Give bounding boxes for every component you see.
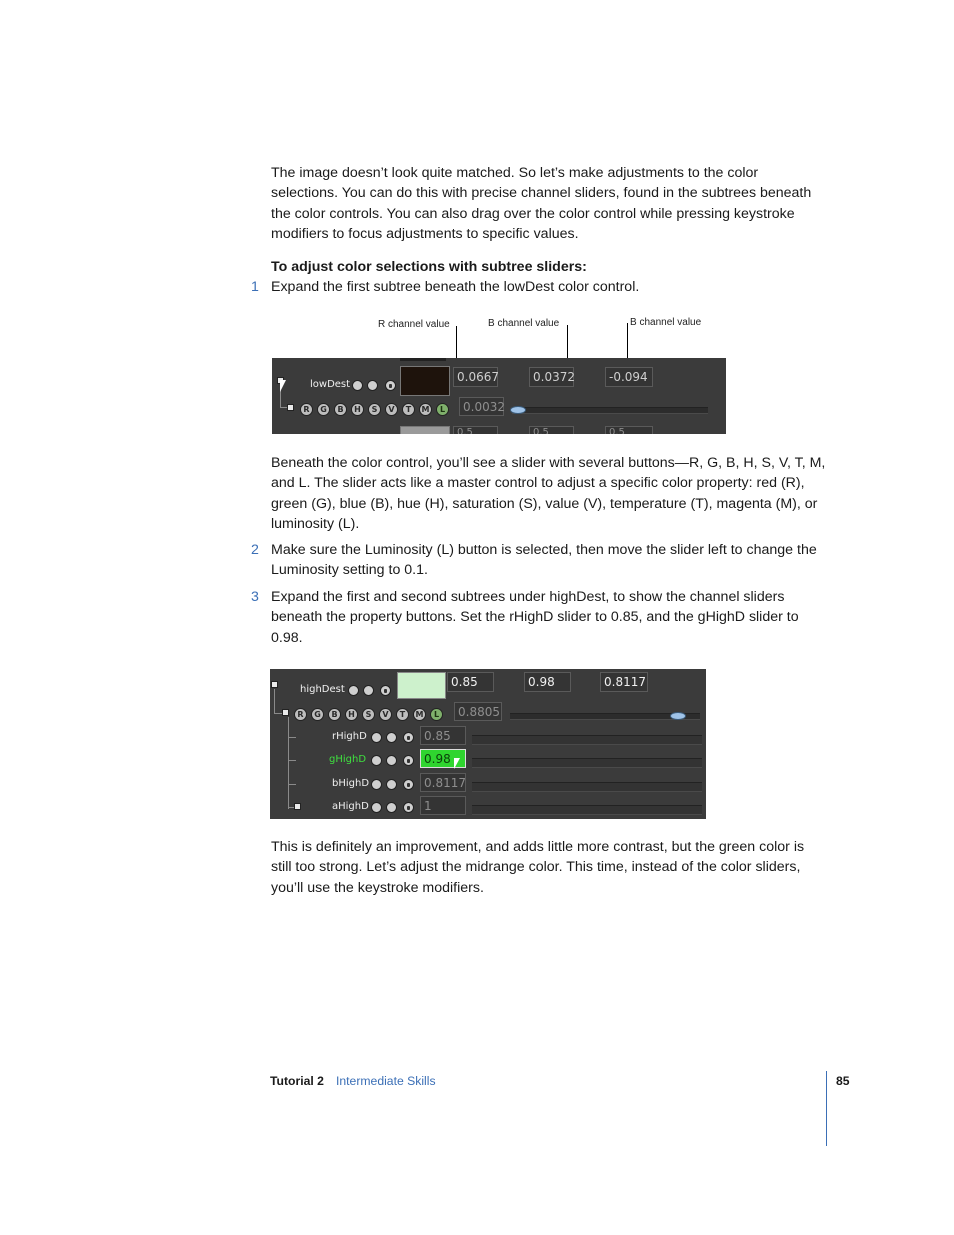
eyedropper-icon[interactable] — [367, 380, 378, 391]
tree-connector — [274, 689, 275, 713]
lowdest-label: lowDest — [310, 379, 351, 390]
property-button-v[interactable]: V — [379, 708, 392, 721]
footer-divider — [826, 1071, 827, 1146]
closing-paragraph: This is definitely an improvement, and adds little more contrast, but the green color is still too strong. Let’s adjust the midrange color. This time, instead of the color sliders, you’ll use the keystroke modifiers. — [271, 839, 805, 896]
gear-icon[interactable] — [348, 685, 359, 696]
expand-icon[interactable] — [287, 404, 294, 411]
bhighd-slider[interactable] — [472, 782, 702, 792]
lock-icon[interactable] — [403, 755, 414, 766]
rhighd-label: rHighD — [332, 731, 367, 742]
step-text: Expand the first and second subtrees under highDest, to show the channel sliders beneath the property buttons. Set the rHighD slider to 0.85, and the gHighD slider to 0.98. — [271, 589, 799, 646]
b-channel-field[interactable]: 0.8117 — [600, 672, 648, 692]
ahighd-slider[interactable] — [472, 805, 702, 815]
property-button-l[interactable]: L — [436, 403, 449, 416]
lowdest-screenshot — [272, 358, 726, 434]
tree-connector — [288, 737, 296, 738]
eyedropper-icon[interactable] — [386, 802, 397, 813]
bhighd-label: bHighD — [332, 778, 370, 789]
property-button-l[interactable]: L — [430, 708, 443, 721]
property-button-r[interactable]: R — [294, 708, 307, 721]
next-color-swatch[interactable] — [400, 426, 450, 434]
gear-icon[interactable] — [371, 755, 382, 766]
eyedropper-icon[interactable] — [386, 755, 397, 766]
mouse-pointer-icon — [454, 758, 460, 769]
gear-icon[interactable] — [371, 802, 382, 813]
step-2 — [251, 540, 827, 581]
ahighd-value-field[interactable]: 1 — [420, 796, 466, 815]
procedure-heading: To adjust color selections with subtree sliders: — [271, 259, 587, 275]
step-number: 2 — [251, 542, 259, 558]
g-channel-field[interactable]: 0.98 — [524, 672, 571, 692]
next-g-field[interactable]: 0.5 — [529, 426, 574, 434]
next-b-field[interactable]: 0.5 — [605, 426, 653, 434]
property-button-m[interactable]: M — [413, 708, 426, 721]
step-1 — [251, 277, 827, 297]
annotation-b-channel: B channel value — [488, 318, 560, 329]
step-text: Make sure the Luminosity (L) button is selected, then move the slider left to change the Luminosity setting to 0.1. — [271, 542, 817, 579]
bhighd-value-field[interactable]: 0.8117 — [420, 773, 466, 792]
footer-section: Intermediate Skills — [336, 1074, 436, 1088]
property-button-h[interactable]: H — [351, 403, 364, 416]
lock-icon[interactable] — [403, 732, 414, 743]
color-swatch[interactable] — [397, 672, 446, 699]
next-r-field[interactable]: 0.5 — [453, 426, 498, 434]
property-button-b[interactable]: B — [334, 403, 347, 416]
property-button-t[interactable]: T — [396, 708, 409, 721]
tree-connector — [288, 717, 289, 809]
property-button-s[interactable]: S — [362, 708, 375, 721]
step-number: 1 — [251, 279, 259, 295]
property-button-b[interactable]: B — [328, 708, 341, 721]
property-button-h[interactable]: H — [345, 708, 358, 721]
mouse-pointer-icon — [280, 380, 286, 392]
ghighd-value-field[interactable]: 0.98 — [420, 749, 466, 768]
eyedropper-icon[interactable] — [386, 732, 397, 743]
step-text: Expand the first subtree beneath the lowDest color control. — [271, 279, 640, 295]
gear-icon[interactable] — [371, 732, 382, 743]
property-button-s[interactable]: S — [368, 403, 381, 416]
property-button-t[interactable]: T — [402, 403, 415, 416]
highdest-label: highDest — [300, 684, 345, 695]
property-button-m[interactable]: M — [419, 403, 432, 416]
tree-connector — [288, 760, 296, 761]
collapse-icon[interactable] — [282, 709, 289, 716]
b-channel-field[interactable]: -0.094 — [605, 367, 653, 387]
ghighd-label: gHighD — [329, 754, 367, 765]
swatch-edge-top — [400, 358, 446, 361]
g-channel-field[interactable]: 0.0372 — [529, 367, 574, 387]
rhighd-value-field[interactable]: 0.85 — [420, 726, 466, 745]
lock-icon[interactable] — [385, 380, 396, 391]
eyedropper-icon[interactable] — [386, 779, 397, 790]
tree-connector — [288, 784, 296, 785]
collapse-icon[interactable] — [271, 681, 278, 688]
annotation-r-channel: R channel value — [378, 319, 450, 330]
ghighd-slider[interactable] — [472, 758, 702, 768]
lock-icon[interactable] — [403, 802, 414, 813]
property-button-v[interactable]: V — [385, 403, 398, 416]
lock-icon[interactable] — [380, 685, 391, 696]
intro-paragraph: The image doesn’t look quite matched. So let’s make adjustments to the color selections. You can do this with precise channel sliders, found in the subtrees beneath the color controls. You can also drag over the color control while pressing keystroke modifiers to focus adjustments to specific values. — [271, 165, 812, 242]
property-button-g[interactable]: G — [311, 708, 324, 721]
eyedropper-icon[interactable] — [363, 685, 374, 696]
rhighd-slider[interactable] — [472, 735, 702, 745]
expand-icon[interactable] — [294, 803, 301, 810]
slider-knob[interactable] — [670, 712, 686, 720]
annotation-b-channel-2: B channel value — [630, 317, 702, 328]
slider-value-field[interactable]: 0.8805 — [454, 702, 502, 721]
property-button-g[interactable]: G — [317, 403, 330, 416]
footer-chapter: Tutorial 2 — [270, 1074, 324, 1088]
color-swatch[interactable] — [400, 366, 450, 396]
lock-icon[interactable] — [403, 779, 414, 790]
step-number: 3 — [251, 589, 259, 605]
ahighd-label: aHighD — [332, 801, 369, 812]
luminosity-slider-track[interactable] — [512, 407, 708, 414]
gear-icon[interactable] — [352, 380, 363, 391]
r-channel-field[interactable]: 0.0667 — [453, 367, 498, 387]
highdest-screenshot — [270, 669, 706, 819]
property-button-r[interactable]: R — [300, 403, 313, 416]
slider-value-field[interactable]: 0.0032 — [459, 397, 504, 416]
page-number: 85 — [836, 1074, 850, 1088]
slider-explanation: Beneath the color control, you’ll see a slider with several buttons—R, G, B, H, S, V, T, M, and L. The slider acts like a master control to adjust a specific color property: red (R), green (G), blue (B), hue (H), saturation (S), value (V), temperature (T), magenta (M), or luminosity (L). — [271, 455, 826, 532]
slider-knob[interactable] — [510, 406, 526, 414]
gear-icon[interactable] — [371, 779, 382, 790]
step-3 — [251, 587, 827, 648]
r-channel-field[interactable]: 0.85 — [447, 672, 494, 692]
